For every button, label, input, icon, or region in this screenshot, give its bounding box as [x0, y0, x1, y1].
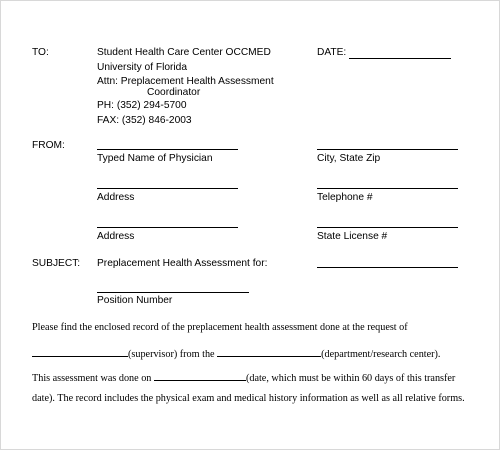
to-label: TO: [32, 47, 49, 58]
date-note-text: (date, which must be within 60 days of this transfer [245, 373, 456, 384]
to-line-2: University of Florida [97, 62, 188, 73]
supervisor-text: (supervisor) from the [128, 349, 215, 360]
to-line-5: PH: (352) 294-5700 [97, 100, 187, 111]
to-line-4: Coordinator [147, 87, 201, 98]
state-license-label: State License # [317, 231, 388, 242]
body-line-2 [32, 346, 440, 361]
address-2-label: Address [97, 231, 135, 242]
date-field-line[interactable] [349, 58, 451, 59]
position-number-label: Position Number [97, 295, 173, 306]
subject-name-line[interactable] [317, 267, 458, 268]
body-line-1: Please find the enclosed record of the preplacement health assessment done at the request of [32, 322, 408, 333]
address-1-line[interactable] [97, 188, 238, 189]
department-blank[interactable] [217, 346, 321, 357]
from-label: FROM: [32, 140, 65, 151]
city-state-zip-label: City, State Zip [317, 153, 381, 164]
address-2-line[interactable] [97, 227, 238, 228]
state-license-line[interactable] [317, 227, 458, 228]
physician-name-label: Typed Name of Physician [97, 153, 213, 164]
department-text: (department/research center). [321, 349, 441, 360]
body-line-4: date). The record includes the physical exam and medical history information as well as all relative forms. [32, 393, 465, 404]
telephone-line[interactable] [317, 188, 458, 189]
position-number-line[interactable] [97, 292, 249, 293]
body-line-3 [32, 370, 455, 385]
date-label: DATE: [317, 47, 347, 58]
to-line-3: Attn: Preplacement Health Assessment [97, 76, 274, 87]
subject-label: SUBJECT: [32, 258, 81, 269]
to-line-6: FAX: (352) 846-2003 [97, 115, 192, 126]
subject-text: Preplacement Health Assessment for: [97, 258, 268, 269]
city-state-zip-line[interactable] [317, 149, 458, 150]
physician-name-line[interactable] [97, 149, 238, 150]
address-1-label: Address [97, 192, 135, 203]
assessment-date-blank[interactable] [154, 370, 246, 381]
to-line-1: Student Health Care Center OCCMED [97, 47, 271, 58]
supervisor-blank[interactable] [32, 346, 128, 357]
telephone-label: Telephone # [317, 192, 373, 203]
assessment-date-text: This assessment was done on [32, 373, 152, 384]
